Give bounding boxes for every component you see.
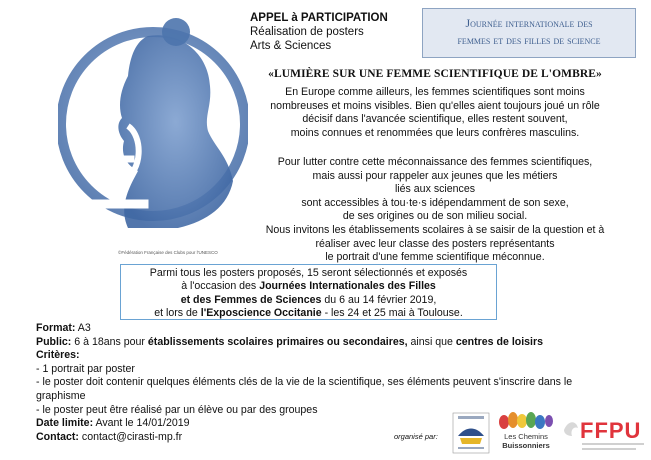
contact-label: Contact: xyxy=(36,430,79,443)
call-heading xyxy=(250,11,388,53)
intro-line: En Europe comme ailleurs, les femmes scientifiques sont moins xyxy=(285,86,585,98)
public-label: Public: xyxy=(36,335,72,348)
invitation-line: liés aux sciences xyxy=(394,183,476,196)
box-text: et lors de xyxy=(154,307,201,320)
invitation-paragraph xyxy=(240,156,630,265)
date-value: Avant le 14/01/2019 xyxy=(93,417,190,430)
box-text: du 6 au 14 février 2019, xyxy=(321,293,437,306)
banner-line-2: femmes et des filles de science xyxy=(457,33,601,47)
banner-line-1: Journée internationale des xyxy=(465,16,593,30)
region-logo xyxy=(452,412,490,454)
chemins-logo-text: Les Chemins xyxy=(504,432,548,441)
invitation-line: Nous invitons les établissements scolaires à se saisir de la question et à xyxy=(265,223,605,236)
critere-item: - 1 portrait par poster xyxy=(36,362,135,375)
format-label: Format: xyxy=(36,322,76,334)
box-line-1: Parmi tous les posters proposés, 15 seront sélectionnés et exposés xyxy=(149,267,468,279)
event-banner xyxy=(422,8,636,58)
box-line-2 xyxy=(121,280,496,293)
box-bold-text: Journées Internationales des Filles xyxy=(259,280,436,293)
public-bold: établissements scolaires primaires ou secondaires, xyxy=(147,335,408,348)
contact-email[interactable]: contact@cirasti-mp.fr xyxy=(78,430,183,443)
box-line-3 xyxy=(121,294,496,307)
ffpu-logo xyxy=(560,410,648,454)
ffpu-logo-text: FFPU xyxy=(580,418,642,443)
hair-bun xyxy=(162,18,190,46)
box-line-4 xyxy=(121,307,496,320)
criteres-label xyxy=(36,349,616,363)
invitation-line: sont accessibles à tou·te·s idépendamment de son sexe, xyxy=(301,196,569,209)
public-line xyxy=(36,336,616,350)
format-line xyxy=(36,322,616,336)
invitation-line: mais aussi pour rappeler aux jeunes que les métiers xyxy=(312,169,558,182)
box-bold-text: et des Femmes de Sciences xyxy=(180,293,322,306)
format-value: A3 xyxy=(75,322,91,334)
invitation-line: réaliser avec leur classe des posters représentants xyxy=(315,237,555,250)
scientist-microscope-illustration xyxy=(58,6,248,242)
invitation-line: de ses origines ou de son milieu social. xyxy=(342,210,528,223)
intro-paragraph xyxy=(240,86,630,140)
invitation-line: le portrait d'une femme scientifique méconnue. xyxy=(325,251,545,264)
critere-item: - le poster doit contenir quelques éléments clés de la vie de la scientifique, ses éléments peuvent s'inscrire dans le graphisme xyxy=(36,376,573,402)
illustration-copyright: ©Fédération Française des Clubs pour l'UNESCO xyxy=(118,250,218,255)
call-title: APPEL à PARTICIPATION xyxy=(250,12,388,24)
buissonniers-logo-text: Buissonniers xyxy=(502,441,550,450)
date-label: Date limite: xyxy=(36,417,94,430)
chemins-buissonniers-logo xyxy=(496,410,556,452)
intro-line: décisif dans l'avancée scientifique, elles restent souvent, xyxy=(302,113,568,126)
public-text: ainsi que xyxy=(407,335,456,348)
box-bold-text: l'Exposcience Occitanie xyxy=(200,307,322,320)
organised-by-label: organisé par: xyxy=(394,432,438,441)
intro-line: nombreuses et moins visibles. Bien qu'elles aient toujours joué un rôle xyxy=(270,99,600,112)
public-text: 6 à 18ans pour xyxy=(71,335,148,348)
call-subtitle-posters: Réalisation de posters xyxy=(250,26,364,38)
intro-line: moins connues et renommées que leurs confrères masculins. xyxy=(290,126,580,139)
selection-info-box xyxy=(120,264,497,320)
box-text: à l'occasion des xyxy=(181,280,260,293)
theme-title: «LUMIÈRE SUR UNE FEMME SCIENTIFIQUE DE L'OMBRE» xyxy=(268,68,602,80)
public-bold: centres de loisirs xyxy=(455,335,544,348)
call-subtitle-arts: Arts & Sciences xyxy=(250,40,332,52)
invitation-line: Pour lutter contre cette méconnaissance des femmes scientifiques, xyxy=(277,156,593,168)
criteres-title: Critères: xyxy=(36,349,80,362)
box-text: - les 24 et 25 mai à Toulouse. xyxy=(321,307,463,320)
critere-item: - le poster peut être réalisé par un élève ou par des groupes xyxy=(36,403,318,416)
